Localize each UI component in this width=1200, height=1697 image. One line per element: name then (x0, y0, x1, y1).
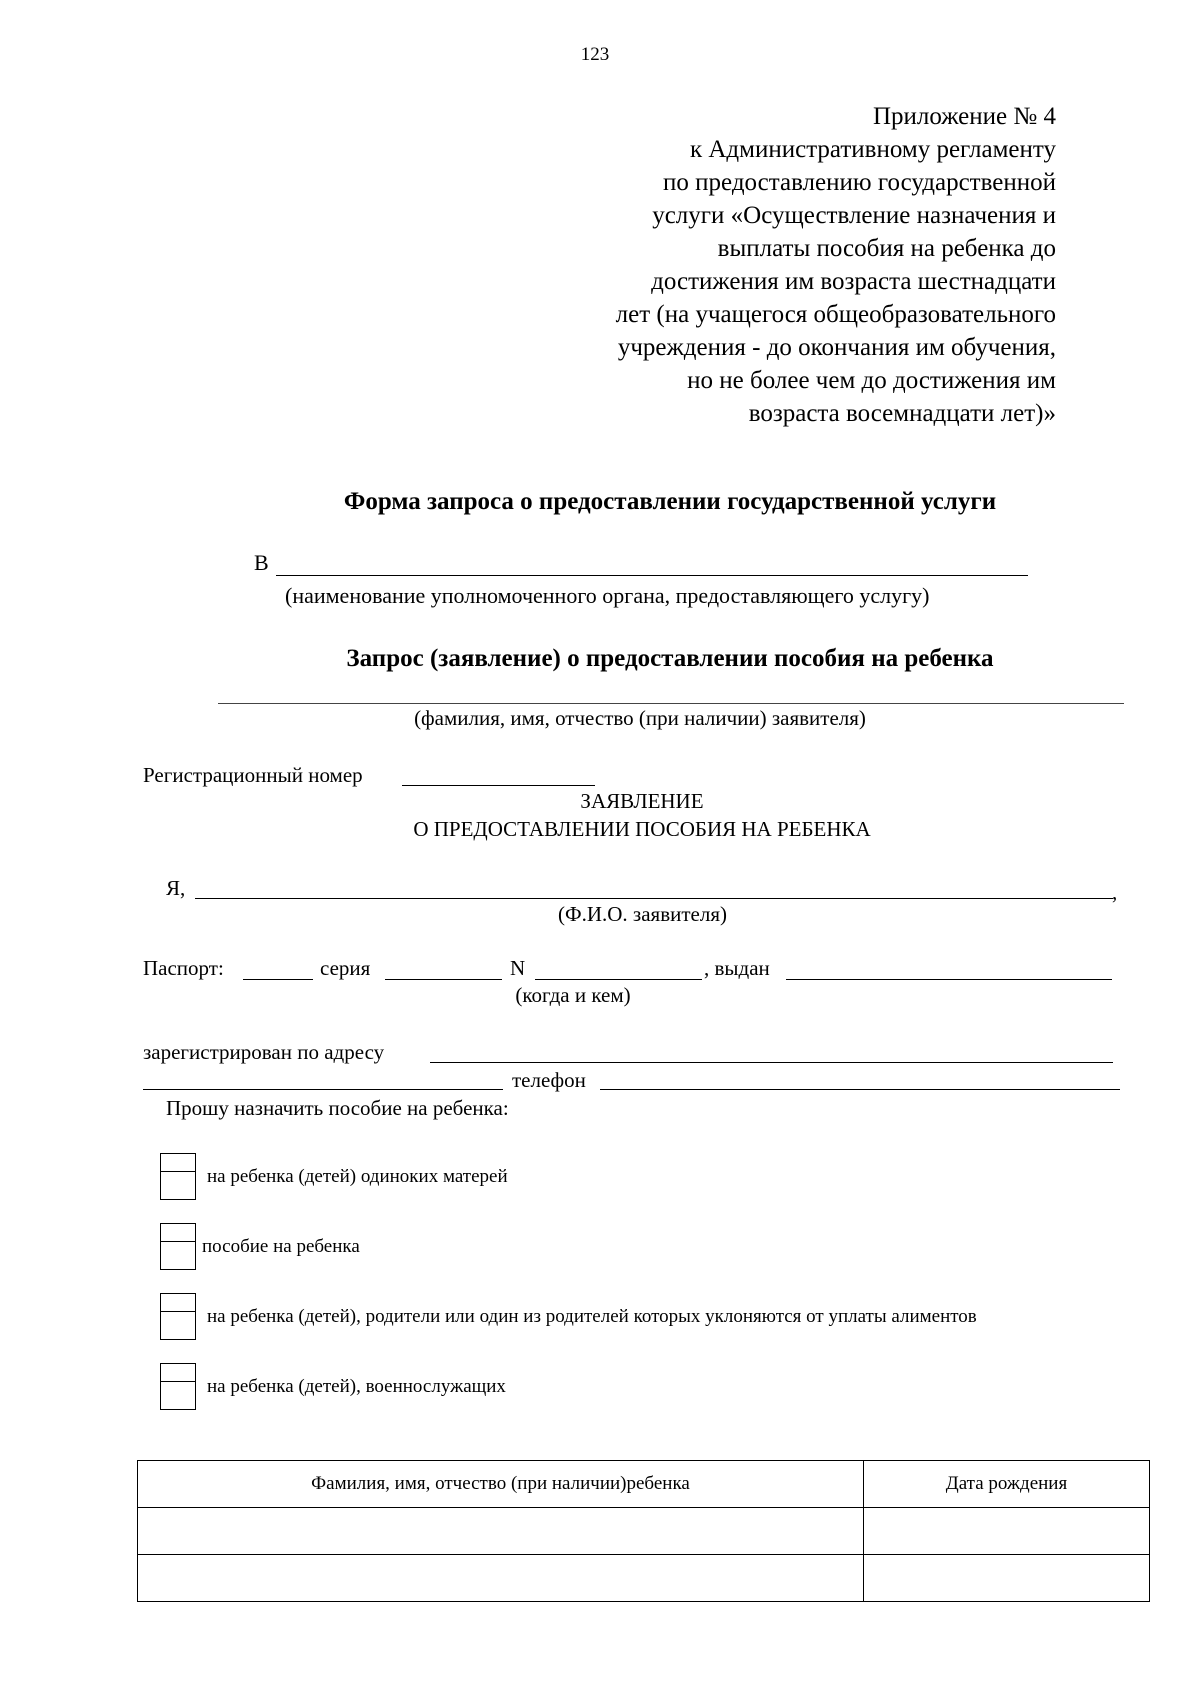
passport-label: Паспорт: (143, 956, 224, 980)
page-number: 123 (580, 44, 610, 65)
registration-label: Регистрационный номер (143, 763, 363, 787)
option-label: на ребенка (детей), военнослужащих (207, 1376, 506, 1397)
appendix-line: учреждения - до окончания им обучения, (617, 334, 1056, 361)
request-title: Запрос (заявление) о предоставлении пособия на ребенка (346, 645, 994, 672)
request-line: Прошу назначить пособие на ребенка: (166, 1096, 509, 1120)
registration-number-field[interactable] (402, 785, 595, 786)
issued-caption: (когда и кем) (515, 983, 631, 1007)
fio-comma: , (1112, 880, 1118, 904)
phone-field[interactable] (600, 1089, 1120, 1090)
issued-label: , выдан (704, 956, 770, 980)
statement-subtitle: О ПРЕДОСТАВЛЕНИИ ПОСОБИЯ НА РЕБЕНКА (413, 817, 871, 841)
option-checkbox-alimony-evasion[interactable] (160, 1293, 196, 1340)
passport-number-field[interactable] (535, 979, 702, 980)
appendix-line: но не более чем до достижения им (687, 367, 1056, 394)
address-field-continuation[interactable] (143, 1089, 503, 1090)
appendix-line: по предоставлению государственной (663, 169, 1056, 196)
i-prefix: Я, (166, 876, 186, 900)
column-header-birth-date: Дата рождения (864, 1461, 1150, 1508)
appendix-header (496, 100, 1056, 430)
option-checkbox-child-allowance[interactable] (160, 1223, 196, 1270)
table-header-row (138, 1461, 1150, 1508)
option-checkbox-military[interactable] (160, 1363, 196, 1410)
appendix-line: достижения им возраста шестнадцати (651, 268, 1056, 295)
table-row (138, 1555, 1150, 1602)
passport-field[interactable] (243, 979, 313, 980)
applicant-name-field[interactable] (218, 703, 1124, 704)
appendix-line: к Административному регламенту (689, 136, 1056, 163)
option-label: на ребенка (детей) одиноких матерей (207, 1166, 508, 1187)
fio-caption: (Ф.И.О. заявителя) (558, 902, 727, 926)
birth-date-cell[interactable] (864, 1508, 1150, 1555)
appendix-line: лет (на учащегося общеобразовательного (615, 301, 1056, 328)
appendix-line: выплаты пособия на ребенка до (717, 235, 1056, 262)
child-name-cell[interactable] (138, 1508, 864, 1555)
form-title: Форма запроса о предоставлении государственной услуги (343, 488, 997, 515)
column-header-child-name: Фамилия, имя, отчество (при наличии)ребенка (138, 1461, 864, 1508)
issued-by-field[interactable] (786, 979, 1112, 980)
registered-label: зарегистрирован по адресу (143, 1040, 385, 1064)
table-row (138, 1508, 1150, 1555)
addressee-field[interactable] (276, 575, 1028, 576)
series-field[interactable] (385, 979, 502, 980)
option-label: на ребенка (детей), родители или один из родителей которых уклоняются от уплаты алиментов (207, 1306, 977, 1327)
option-label: пособие на ребенка (202, 1236, 360, 1257)
applicant-caption: (фамилия, имя, отчество (при наличии) заявителя) (414, 706, 866, 730)
address-field[interactable] (430, 1062, 1113, 1063)
statement-title: ЗАЯВЛЕНИЕ (580, 789, 704, 813)
applicant-fio-field[interactable] (195, 898, 1113, 899)
appendix-line: Приложение № 4 (872, 103, 1056, 130)
birth-date-cell[interactable] (864, 1555, 1150, 1602)
children-table (137, 1460, 1150, 1602)
addressee-caption: (наименование уполномоченного органа, предоставляющего услугу) (285, 583, 930, 608)
addressee-prefix: В (254, 550, 269, 575)
series-label: серия (320, 956, 371, 980)
phone-label: телефон (512, 1068, 586, 1092)
child-name-cell[interactable] (138, 1555, 864, 1602)
number-label: N (510, 956, 526, 980)
appendix-line: возраста восемнадцати лет)» (748, 400, 1056, 427)
option-checkbox-single-mothers[interactable] (160, 1153, 196, 1200)
appendix-line: услуги «Осуществление назначения и (652, 202, 1056, 229)
